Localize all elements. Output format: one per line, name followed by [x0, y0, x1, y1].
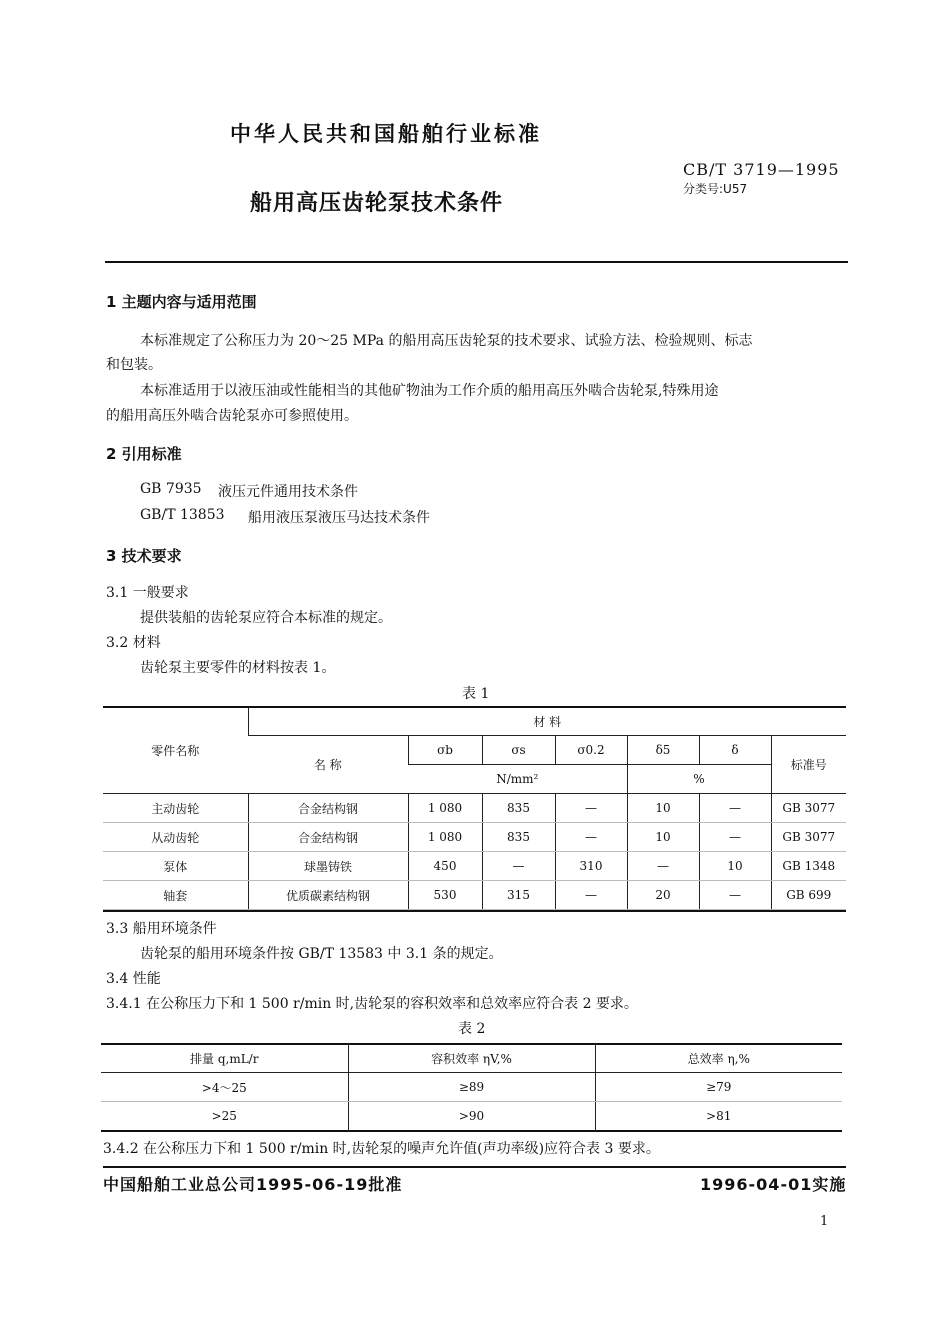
cell-sigma-s: —	[482, 852, 555, 881]
cell-standard: GB 3077	[771, 823, 846, 852]
table-1-header-delta-5: δ5	[627, 736, 699, 765]
cell-standard: GB 699	[771, 881, 846, 910]
section-3-4-2-text: 3.4.2 在公称压力下和 1 500 r/min 时,齿轮泵的噪声允许值(声功率级)应符合表 3 要求。	[103, 1141, 660, 1157]
standard-number: CB/T 3719—1995	[683, 160, 840, 179]
table-2-header-volumetric-efficiency: 容积效率 ηV,%	[348, 1044, 595, 1073]
section-1-para-1b: 和包装。	[106, 357, 162, 373]
section-3-heading: 3 技术要求	[106, 547, 182, 565]
table-2-caption: 表 2	[458, 1021, 486, 1037]
cell-volumetric-efficiency: ≥89	[348, 1073, 595, 1102]
cell-sigma-b: 1 080	[408, 823, 482, 852]
cell-delta-5: —	[627, 852, 699, 881]
table-1-header-sigma-s: σs	[482, 736, 555, 765]
cell-name: 合金结构钢	[248, 794, 408, 823]
cell-delta-5: 20	[627, 881, 699, 910]
table-1-unit-percent: %	[627, 765, 771, 794]
cell-delta-5: 10	[627, 794, 699, 823]
cell-delta: —	[699, 881, 771, 910]
table-2-header-displacement: 排量 q,mL/r	[101, 1044, 348, 1073]
section-3-4-1-text: 3.4.1 在公称压力下和 1 500 r/min 时,齿轮泵的容积效率和总效率应符合表 2 要求。	[106, 996, 638, 1012]
table-1-header-standard: 标准号	[771, 736, 846, 794]
document-title: 船用高压齿轮泵技术条件	[250, 191, 504, 216]
table-row	[103, 823, 846, 852]
section-3-3-heading: 3.3 船用环境条件	[106, 921, 217, 937]
cell-part: 从动齿轮	[103, 823, 248, 852]
reference-2-title: 船用液压泵液压马达技术条件	[248, 510, 430, 526]
cell-delta: —	[699, 794, 771, 823]
cell-name: 球墨铸铁	[248, 852, 408, 881]
table-1	[103, 707, 846, 910]
cell-part: 轴套	[103, 881, 248, 910]
section-3-2-text: 齿轮泵主要零件的材料按表 1。	[140, 660, 336, 676]
section-3-4-heading: 3.4 性能	[106, 971, 161, 987]
table-row	[103, 794, 846, 823]
org-title: 中华人民共和国船舶行业标准	[230, 122, 542, 146]
table-2-header-total-efficiency: 总效率 η,%	[595, 1044, 842, 1073]
table-1-header-part: 零件名称	[103, 707, 248, 794]
cell-sigma-b: 450	[408, 852, 482, 881]
table-1-bottom-rule	[103, 910, 846, 912]
section-3-2-heading: 3.2 材料	[106, 635, 161, 651]
cell-sigma-b: 530	[408, 881, 482, 910]
table-1-header-delta: δ	[699, 736, 771, 765]
reference-1-code: GB 7935	[140, 481, 202, 497]
page-number: 1	[820, 1214, 829, 1229]
cell-name: 合金结构钢	[248, 823, 408, 852]
cell-delta: 10	[699, 852, 771, 881]
effective-date: 1996-04-01实施	[700, 1175, 847, 1194]
cell-part: 泵体	[103, 852, 248, 881]
cell-total-efficiency: >81	[595, 1102, 842, 1131]
reference-2-code: GB/T 13853	[140, 507, 225, 523]
cell-sigma-s: 835	[482, 823, 555, 852]
cell-name: 优质碳素结构钢	[248, 881, 408, 910]
cell-sigma-b: 1 080	[408, 794, 482, 823]
cell-displacement: >4～25	[101, 1073, 348, 1102]
section-1-heading: 1 主题内容与适用范围	[106, 293, 257, 311]
section-1-para-2a: 本标准适用于以液压油或性能相当的其他矿物油为工作介质的船用高压外啮合齿轮泵,特殊用途	[140, 383, 719, 399]
cell-delta-5: 10	[627, 823, 699, 852]
table-row	[103, 852, 846, 881]
section-3-1-heading: 3.1 一般要求	[106, 585, 189, 601]
reference-1-title: 液压元件通用技术条件	[218, 484, 358, 500]
cell-delta: —	[699, 823, 771, 852]
table-2-bottom-rule	[101, 1130, 842, 1132]
cell-part: 主动齿轮	[103, 794, 248, 823]
table-row	[103, 881, 846, 910]
cell-sigma-02: —	[555, 881, 627, 910]
table-1-caption: 表 1	[462, 686, 490, 702]
table-1-header-sigma-b: σb	[408, 736, 482, 765]
cell-sigma-s: 835	[482, 794, 555, 823]
header-rule	[105, 261, 848, 263]
table-1-unit-stress: N/mm²	[408, 765, 627, 794]
cell-standard: GB 3077	[771, 794, 846, 823]
section-2-heading: 2 引用标准	[106, 445, 182, 463]
cell-sigma-s: 315	[482, 881, 555, 910]
table-2	[101, 1044, 842, 1131]
cell-total-efficiency: ≥79	[595, 1073, 842, 1102]
cell-sigma-02: 310	[555, 852, 627, 881]
table-row	[101, 1073, 842, 1102]
table-row	[101, 1102, 842, 1131]
table-1-header-name: 名 称	[248, 736, 408, 794]
standard-category: 分类号:U57	[683, 182, 748, 196]
cell-sigma-02: —	[555, 794, 627, 823]
footer-rule	[103, 1166, 846, 1168]
table-1-header-sigma-02: σ0.2	[555, 736, 627, 765]
section-1-para-1a: 本标准规定了公称压力为 20～25 MPa 的船用高压齿轮泵的技术要求、试验方法、检验规则、标志	[140, 333, 753, 349]
cell-standard: GB 1348	[771, 852, 846, 881]
issuer-approval: 中国船舶工业总公司1995-06-19批准	[103, 1175, 403, 1194]
table-1-header-material: 材 料	[248, 707, 846, 736]
cell-sigma-02: —	[555, 823, 627, 852]
cell-volumetric-efficiency: >90	[348, 1102, 595, 1131]
section-3-3-text: 齿轮泵的船用环境条件按 GB/T 13583 中 3.1 条的规定。	[140, 946, 503, 962]
section-3-1-text: 提供装船的齿轮泵应符合本标准的规定。	[140, 610, 392, 626]
cell-displacement: >25	[101, 1102, 348, 1131]
section-1-para-2b: 的船用高压外啮合齿轮泵亦可参照使用。	[106, 408, 358, 424]
